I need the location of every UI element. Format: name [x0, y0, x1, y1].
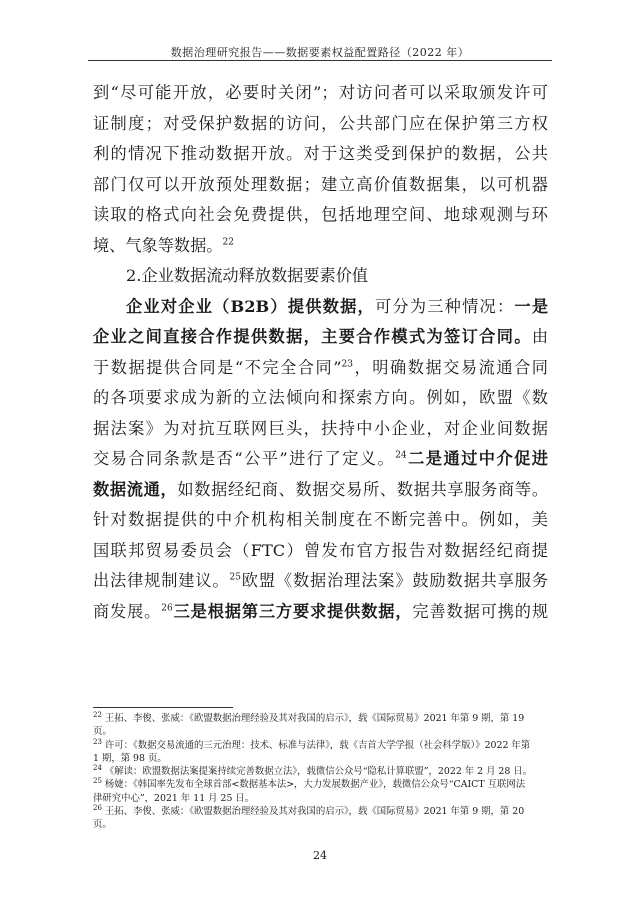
- p2-bold-circulation: 数据流通，: [93, 479, 178, 499]
- p2-line-7: [93, 475, 548, 506]
- p2-line-3a: 于数据提供合同是“不完全合同”: [93, 357, 342, 377]
- footnote-22-line-1: [93, 712, 553, 725]
- p2-bold-direct: 企业之间直接合作提供数据，主要合作模式为签订合同。: [93, 327, 532, 346]
- p2-line-4: 的各项要求成为新的立法倾向和探索方向。例如，欧盟《数: [93, 388, 548, 407]
- p2-line-5: 据法案》为对抗互联网巨头，扶持中小企业，对企业间数据: [93, 418, 548, 438]
- footnote-ref-26[interactable]: 26: [161, 603, 173, 614]
- p2-line-1-text: 可分为三种情况：: [374, 296, 515, 316]
- p2-line-10b: 欧盟《数据治理法案》鼓励数据共享服务: [240, 571, 549, 590]
- section-heading: 2.企业数据流动释放数据要素价值: [126, 266, 369, 285]
- p2-bold-first: 一是: [514, 296, 549, 316]
- footnote-ref-23[interactable]: 23: [341, 359, 353, 370]
- p2-line-11-text: 完善数据可携的规: [412, 601, 549, 621]
- p2-line-11: [93, 597, 548, 628]
- p2-line-11a: 商发展。: [93, 601, 162, 621]
- footnote-ref-25[interactable]: 25: [229, 572, 241, 583]
- footnote-ref-24[interactable]: 24: [395, 450, 407, 461]
- footnote-26-line-2: 页。: [93, 819, 112, 831]
- p2-bold-third: 三是根据第三方要求提供数据，: [172, 601, 413, 621]
- footnotes: [93, 712, 553, 832]
- footnote-25-line-1: [93, 778, 553, 791]
- footnote-22-text: 王拓、李俊、张威：《欧盟数据治理经验及其对我国的启示》，载《国际贸易》2021 年第 9 期，第 19: [104, 713, 525, 724]
- p2-line-3b: ，明确数据交易流通合同: [353, 357, 548, 377]
- footnote-24-number: 24: [93, 764, 102, 773]
- p2-line-8: 针对数据提供的中介机构相关制度在不断完善中。例如，美: [93, 510, 548, 529]
- footnote-25-text: 杨婕：《韩国率先发布全球首部<数据基本法>，大力发展数据产业》，载微信公众号“CAICT 互联网法: [104, 779, 526, 791]
- footnote-26-number: 26: [93, 803, 102, 812]
- p2-line-2: [93, 322, 548, 353]
- p2-line-6a: 交易合同条款是否“公平”进行了定义。: [93, 449, 396, 468]
- running-header: 数据治理研究报告——数据要素权益配置路径（2022 年）: [170, 46, 470, 59]
- footnote-25-line-2: 律研究中心”，2021 年 11 月 25 日。: [93, 792, 255, 804]
- p1-line-6-text: 境、气象等数据。: [93, 235, 223, 255]
- footnote-25-number: 25: [93, 777, 102, 786]
- p2-bold-b2b: 企业对企业（B2B）提供数据，: [126, 296, 375, 316]
- footnote-26-text: 王拓、李俊、张威：《欧盟数据治理经验及其对我国的启示》，载《国际贸易》2021 年第 9 期，第 20: [104, 806, 525, 818]
- footnote-22-number: 22: [93, 710, 102, 719]
- p2-line-7-text: 如数据经纪商、数据交易所、数据共享服务商等。: [177, 479, 549, 499]
- p1-line-2: 证制度；对受保护数据的访问，公共部门应在保护第三方权: [93, 113, 548, 133]
- footnote-23-line-1: [93, 739, 553, 752]
- p1-line-4: 部门仅可以开放预处理数据；建立高价值数据集，以可机器: [93, 174, 548, 194]
- footnote-23-text: 许可：《数据交易流通的三元治理：技术、标准与法律》，载《吉首大学学报（社会科学版）》2022 年第: [104, 739, 531, 751]
- p2-line-2-text: 由: [531, 327, 548, 346]
- p2-bold-second: 二是通过中介促进: [406, 449, 548, 468]
- footnote-rule: [93, 707, 233, 708]
- p1-line-5: 读取的格式向社会免费提供，包括地理空间、地球观测与环: [93, 205, 548, 224]
- p2-line-10: [93, 566, 548, 597]
- footnote-ref-22[interactable]: 22: [222, 237, 234, 248]
- footnote-26-line-1: [93, 805, 553, 818]
- p1-line-6: [93, 231, 548, 262]
- p2-line-1: [93, 292, 548, 323]
- header-rule: [88, 60, 552, 61]
- footnote-24-line-1: [93, 765, 553, 778]
- page-number: 24: [313, 849, 327, 862]
- p2-line-6: [93, 444, 548, 475]
- footnote-23-line-2: 1 期，第 98 页。: [93, 752, 167, 764]
- p1-line-1: 到“尽可能开放，必要时关闭”；对访问者可以采取颁发许可: [93, 83, 548, 102]
- footnote-24-text: 《解读：欧盟数据法案提案持续完善数据立法》，载微信公众号“隐私计算联盟”，2022 年 2 月 28 日。: [104, 766, 533, 778]
- p2-line-10a: 出法律规制建议。: [93, 571, 230, 590]
- p2-line-3: [93, 353, 548, 384]
- p1-line-3: 利的情况下推动数据开放。对于这类受到保护的数据，公共: [93, 144, 548, 163]
- body-text: [93, 78, 548, 627]
- p2-line-9: 国联邦贸易委员会（FTC）曾发布官方报告对数据经纪商提: [93, 540, 548, 560]
- footnote-22-line-2: 页。: [93, 726, 112, 738]
- footnote-23-number: 23: [93, 737, 102, 746]
